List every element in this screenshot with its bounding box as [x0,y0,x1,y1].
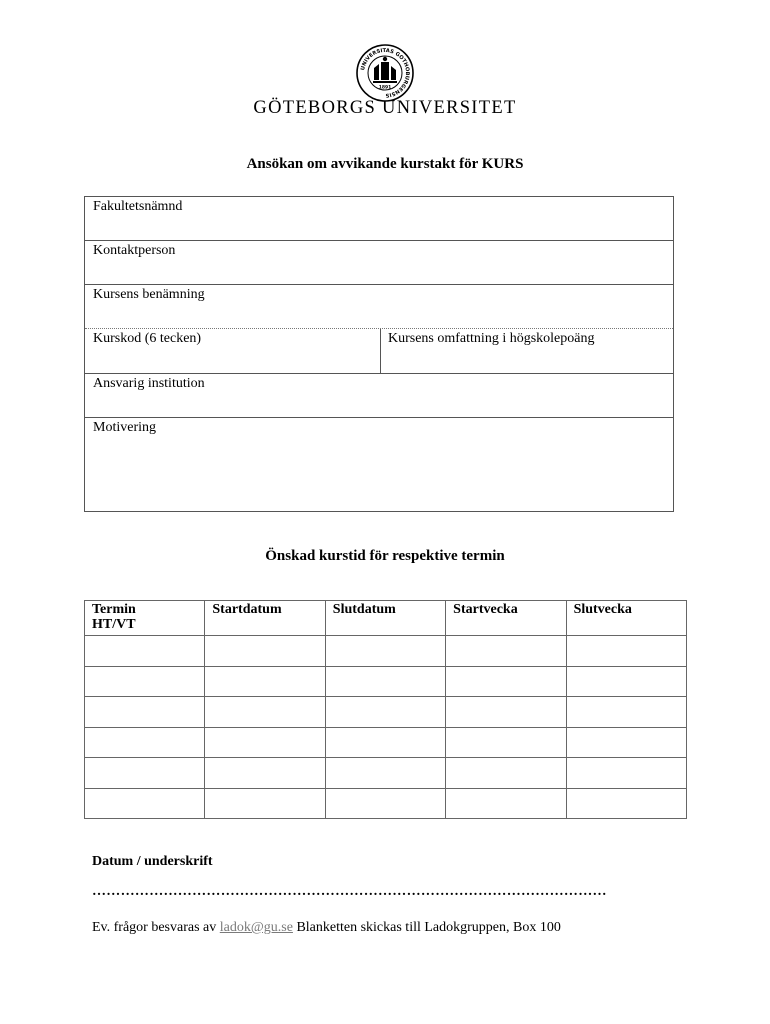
table-cell[interactable] [446,697,566,728]
footer-suffix: Blanketten skickas till Ladokgruppen, Box 100 [296,920,561,935]
university-name: GÖTEBORGS UNIVERSITET [253,98,517,118]
table-cell[interactable] [446,727,566,758]
table-cell[interactable] [325,788,445,819]
column-header-start-week: Startvecka [446,601,566,636]
table-cell[interactable] [566,727,686,758]
table-row [85,758,687,789]
footer-prefix: Ev. frågor besvaras av [92,920,217,935]
column-header-end-week: Slutvecka [566,601,686,636]
department-label: Ansvarig institution [93,376,205,391]
table-cell[interactable] [85,697,205,728]
credits-label: Kursens omfattning i högskolepoäng [388,331,595,346]
faculty-label: Fakultetsnämnd [93,199,183,214]
table-cell[interactable] [205,697,325,728]
seal-year: 1891 [378,85,392,91]
motivation-label: Motivering [93,420,156,435]
table-cell[interactable] [325,636,445,667]
table-cell[interactable] [85,636,205,667]
seal-ring-text: UNIVERSITAS GOTHOBURGENSIS [360,47,411,99]
table-row [85,636,687,667]
table-cell[interactable] [566,636,686,667]
course-name-field[interactable] [85,285,673,329]
course-code-credits-row [85,329,673,374]
table-cell[interactable] [85,666,205,697]
motivation-field[interactable] [85,418,673,512]
table-cell[interactable] [85,788,205,819]
table-cell[interactable] [566,788,686,819]
table-cell[interactable] [566,758,686,789]
table-cell[interactable] [85,758,205,789]
table-cell[interactable] [325,697,445,728]
table-row [85,727,687,758]
schedule-title: Önskad kurstid för respektive termin [265,548,505,564]
course-code-label: Kurskod (6 tecken) [93,331,202,346]
table-row [85,697,687,728]
contact-person-label: Kontaktperson [93,243,176,258]
table-cell[interactable] [205,788,325,819]
column-header-start-date: Startdatum [205,601,325,636]
contact-person-field[interactable] [85,241,673,285]
table-cell[interactable] [446,788,566,819]
column-divider [380,329,381,373]
table-cell[interactable] [325,666,445,697]
table-cell[interactable] [566,666,686,697]
column-header-end-date: Slutdatum [325,601,445,636]
table-row [85,666,687,697]
table-cell[interactable] [205,758,325,789]
course-name-label: Kursens benämning [93,287,205,302]
table-cell[interactable] [325,727,445,758]
table-cell[interactable] [566,697,686,728]
faculty-field[interactable] [85,197,673,241]
table-cell[interactable] [325,758,445,789]
schedule-header-row [85,601,687,636]
application-form [84,196,674,512]
signature-label: Datum / underskrift [92,854,213,869]
table-cell[interactable] [205,636,325,667]
footer-note [92,920,561,936]
table-cell[interactable] [446,758,566,789]
contact-email-link[interactable]: ladok@gu.se [219,920,293,935]
table-cell[interactable] [85,727,205,758]
table-row [85,788,687,819]
signature-line[interactable]: ……………………………………………………………………………………………… [92,884,607,899]
schedule-table [84,600,687,819]
table-cell[interactable] [205,666,325,697]
university-seal-logo [356,44,414,102]
table-cell[interactable] [446,636,566,667]
department-field[interactable] [85,374,673,418]
column-header-term: Termin HT/VT [85,601,205,636]
table-cell[interactable] [446,666,566,697]
table-cell[interactable] [205,727,325,758]
form-title: Ansökan om avvikande kurstakt för KURS [246,156,524,172]
